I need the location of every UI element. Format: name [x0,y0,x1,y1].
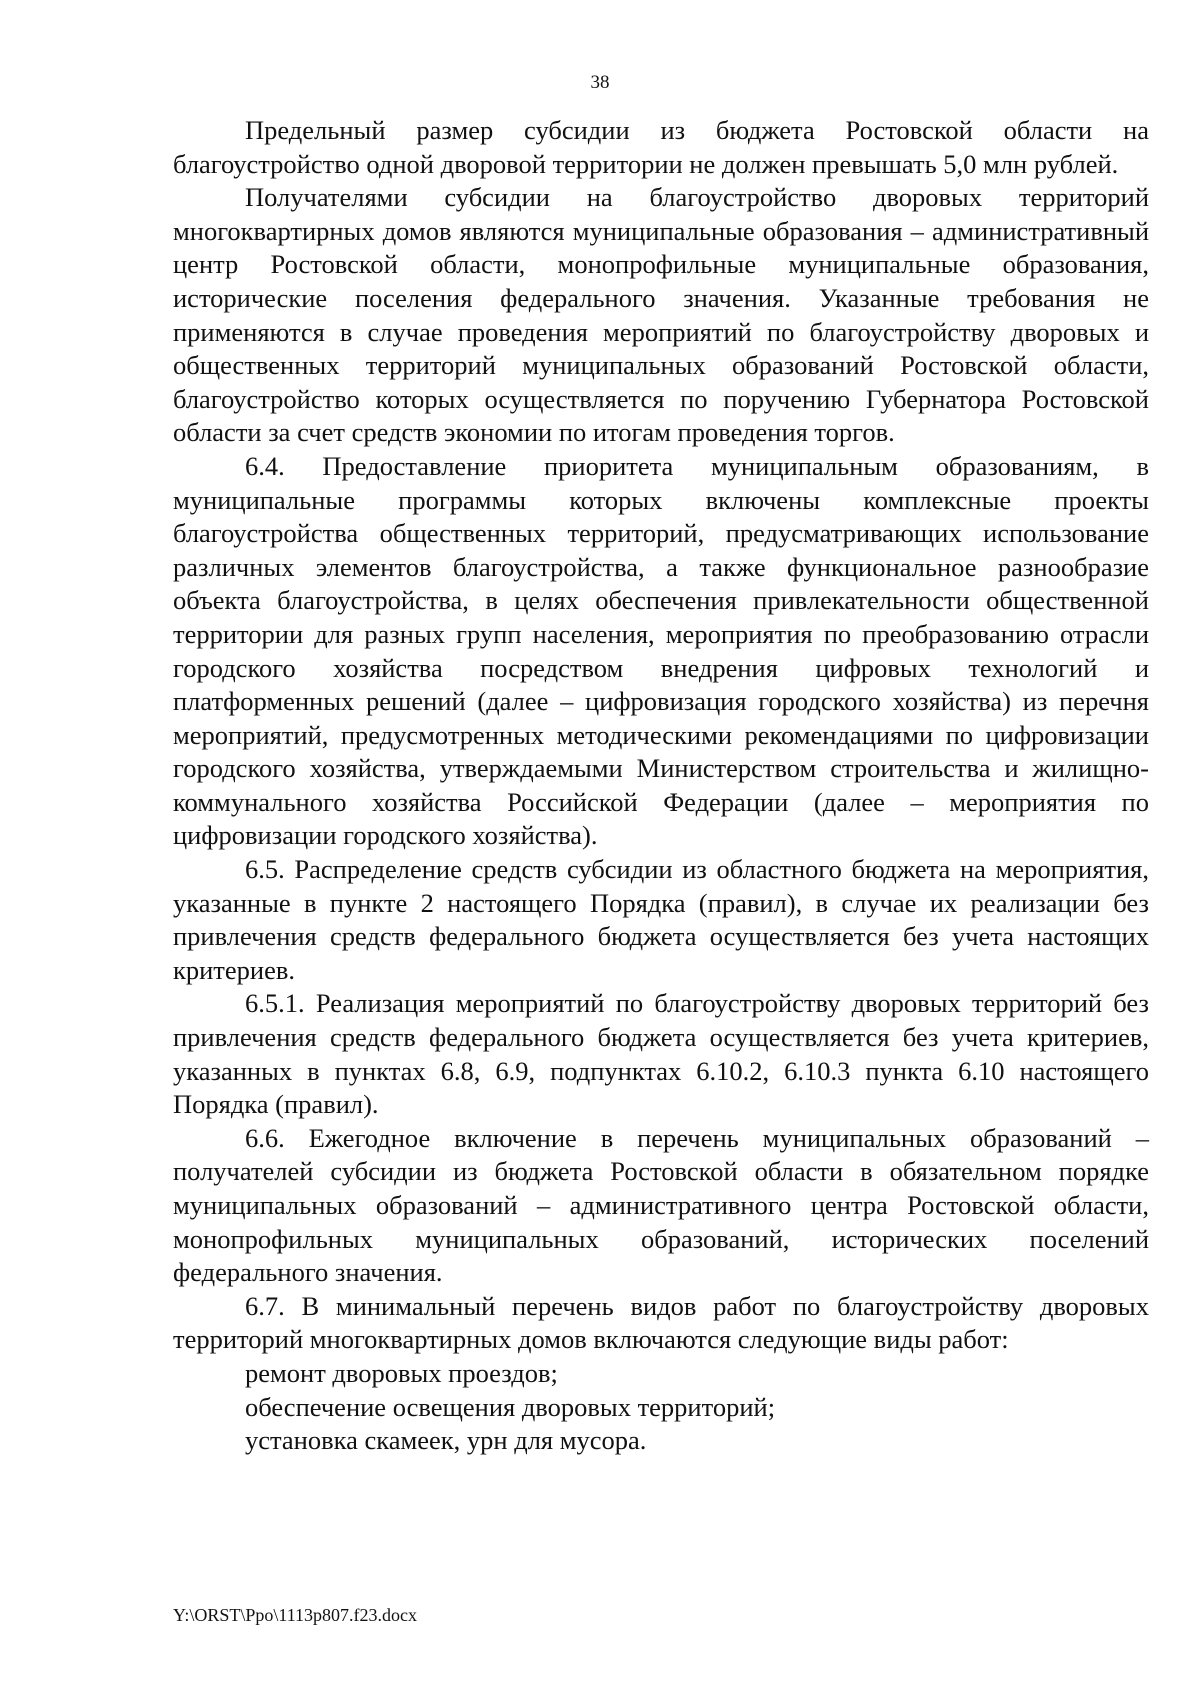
list-item-benches: установка скамеек, урн для мусора. [245,1425,647,1456]
list-item-road-repair: ремонт дворовых проездов; [245,1357,558,1388]
page-number: 38 [590,72,610,93]
paragraph-subsidy-limit: Предельный размер субсидии из бюджета Ростовской области на благоустройство одной дворовой территории не должен превышать 5,0 млн рублей. [173,115,1149,179]
paragraph-6-5: 6.5. Распределение средств субсидии из областного бюджета на мероприятия, указанные в пункте 2 настоящего Порядка (правил), в случае их реализации без привлечения средств федерального бюджета осуществляется без учета настоящих критериев. [173,854,1149,985]
list-item-lighting: обеспечение освещения дворовых территорий; [245,1391,776,1422]
footer-file-path: Y:\ORST\Ppo\1113p807.f23.docx [173,1605,418,1625]
paragraph-6-6: 6.6. Ежегодное включение в перечень муниципальных образований – получателей субсидии из бюджета Ростовской области в обязательном порядке муниципальных образований – административного центра Ростовской области, монопрофильных муниципальных образований, исторических поселений федерального значения. [173,1122,1149,1288]
paragraph-6-7: 6.7. В минимальный перечень видов работ по благоустройству дворовых территорий многоквартирных домов включаются следующие виды работ: [173,1290,1149,1355]
paragraph-subsidy-recipients: Получателями субсидии на благоустройство дворовых территорий многоквартирных домов являются муниципальные образования – административный центр Ростовской области, монопрофильные муниципальные образования, исторические поселения федерального значения. Указанные требования не применяются в случае проведения мероприятий по благоустройству дворовых и общественных территорий муниципальных образований Ростовской области, благоустройство которых осуществляется по поручению Губернатора Ростовской области за счет средств экономии по итогам проведения торгов. [173,182,1149,448]
document-body [173,114,1149,1458]
paragraph-6-4: 6.4. Предоставление приоритета муниципальным образованиям, в муниципальные программы которых включены комплексные проекты благоустройства общественных территорий, предусматривающих использование различных элементов благоустройства, а также функциональное разнообразие объекта благоустройства, в целях обеспечения привлекательности общественной территории для разных групп населения, мероприятия по преобразованию отрасли городского хозяйства посредством внедрения цифровых технологий и платформенных решений (далее – цифровизация городского хозяйства) из перечня мероприятий, предусмотренных методическими рекомендациями по цифровизации городского хозяйства, утверждаемыми Министерством строительства и жилищно-коммунального хозяйства Российской Федерации (далее – мероприятия по цифровизации городского хозяйства). [173,450,1149,851]
paragraph-6-5-1: 6.5.1. Реализация мероприятий по благоустройству дворовых территорий без привлечения средств федерального бюджета осуществляется без учета критериев, указанных в пунктах 6.8, 6.9, подпунктах 6.10.2, 6.10.3 пункта 6.10 настоящего Порядка (правил). [173,988,1149,1120]
